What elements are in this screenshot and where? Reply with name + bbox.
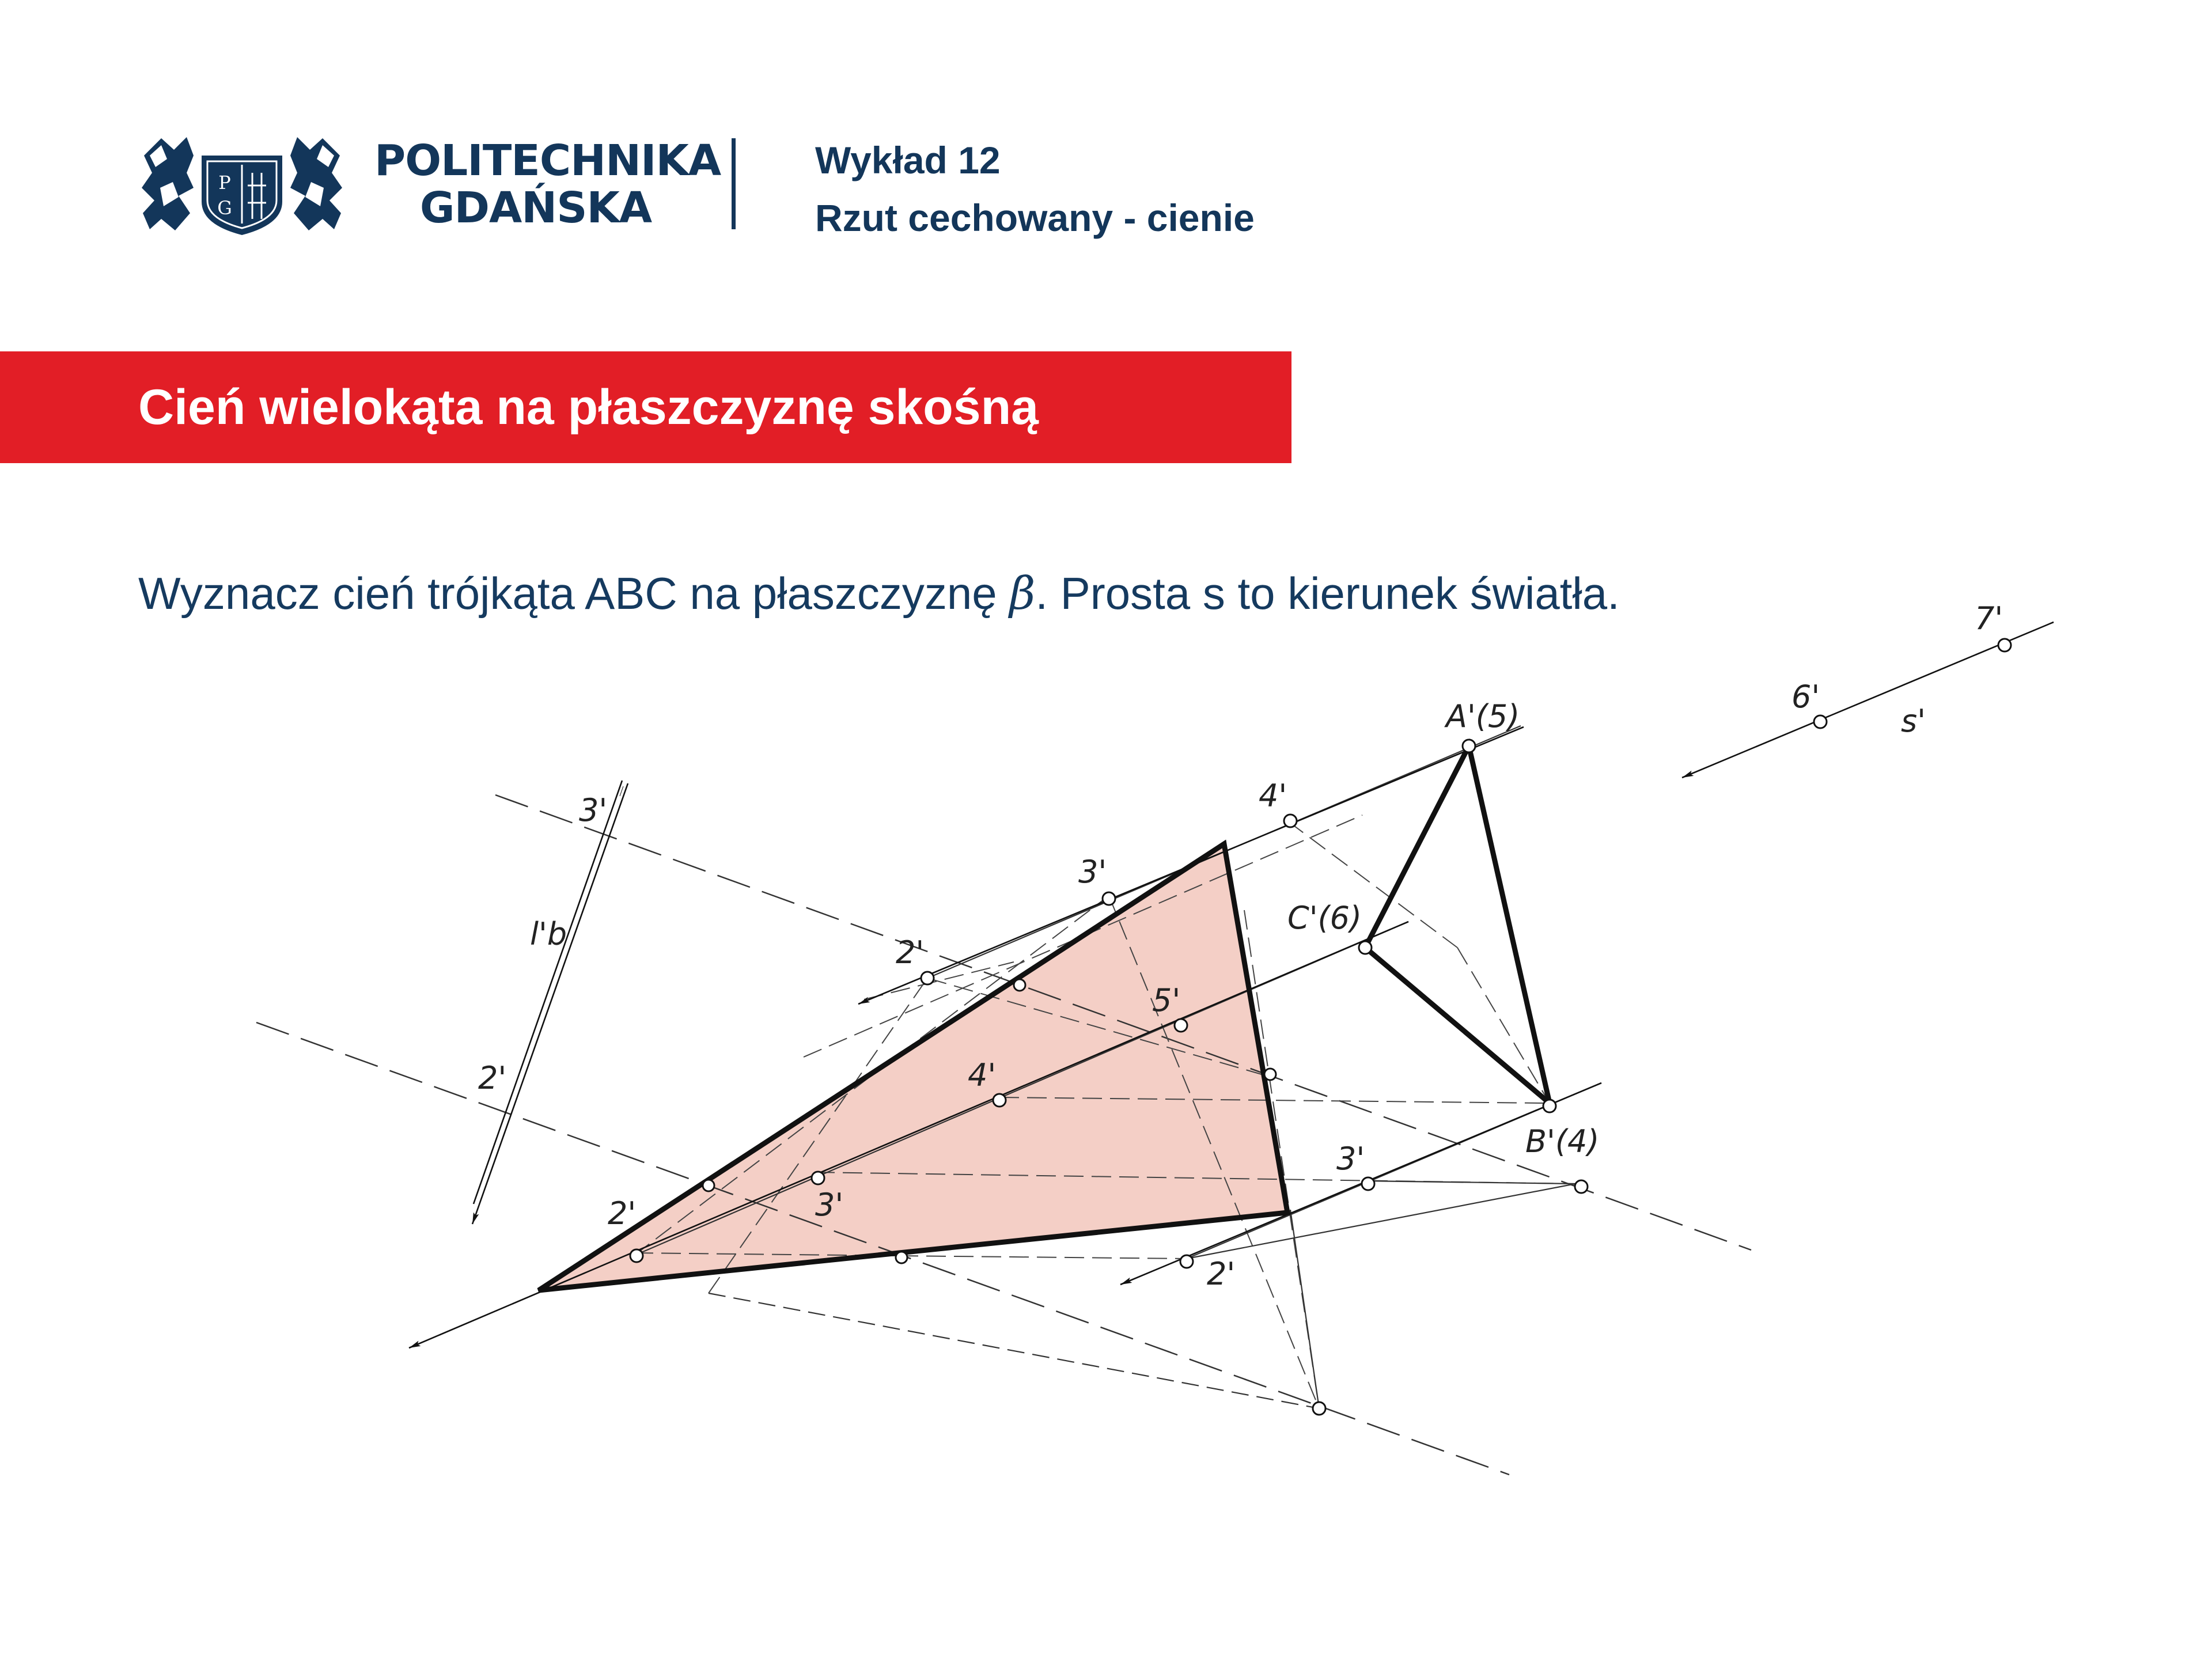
label-4-upper: 4' bbox=[1259, 778, 1287, 814]
task-text-start: Wyznacz cień trójkąta ABC na płaszczyznę bbox=[138, 568, 1010, 619]
construction-points bbox=[630, 639, 2011, 1415]
label-7: 7' bbox=[1975, 600, 2003, 637]
point-4-upper bbox=[1284, 815, 1297, 827]
task-text-end: . Prosta s to kierunek światła. bbox=[1035, 568, 1620, 619]
label-s: s' bbox=[1901, 703, 1926, 739]
label-6: 6' bbox=[1791, 679, 1820, 715]
label-b: B'(4) bbox=[1525, 1123, 1600, 1160]
point-bottom bbox=[1313, 1402, 1325, 1415]
label-2-mid: 2' bbox=[608, 1195, 637, 1232]
point-edge-1 bbox=[1014, 979, 1025, 991]
label-3-upper: 3' bbox=[1078, 854, 1107, 890]
point-4-mid bbox=[993, 1094, 1006, 1107]
label-5: 5' bbox=[1152, 982, 1181, 1018]
point-a bbox=[1463, 740, 1475, 752]
logo-letter-p: P bbox=[218, 172, 231, 194]
label-2-right: 2' bbox=[1207, 1256, 1236, 1292]
beta-symbol: β bbox=[1009, 568, 1036, 620]
triangle-abc bbox=[1365, 746, 1550, 1103]
point-5 bbox=[1175, 1019, 1187, 1032]
point-far-right bbox=[1575, 1180, 1588, 1193]
lecture-topic: Rzut cechowany - cienie bbox=[815, 196, 1255, 239]
point-edge-3 bbox=[703, 1180, 714, 1191]
label-a: A'(5) bbox=[1446, 698, 1520, 734]
point-edge-4 bbox=[896, 1252, 907, 1263]
label-2-upper: 2' bbox=[896, 934, 925, 971]
point-3-upper bbox=[1103, 892, 1115, 905]
label-3-mid: 3' bbox=[815, 1187, 844, 1223]
point-2-upper bbox=[921, 972, 934, 984]
point-6 bbox=[1814, 715, 1827, 728]
point-2-right bbox=[1180, 1255, 1193, 1268]
point-2-mid bbox=[630, 1249, 643, 1262]
slope-line-lb bbox=[472, 783, 628, 1224]
point-7 bbox=[1998, 639, 2011, 652]
label-lb: l'b bbox=[530, 916, 567, 952]
university-name-line2: GDAŃSKA bbox=[419, 183, 652, 233]
point-b bbox=[1543, 1100, 1556, 1112]
lecture-number: Wykład 12 bbox=[815, 139, 1001, 181]
point-c bbox=[1359, 941, 1372, 954]
slide-title: Cień wielokąta na płaszczyznę skośną bbox=[138, 380, 1039, 435]
point-3-right bbox=[1362, 1177, 1374, 1190]
label-4-mid: 4' bbox=[968, 1057, 997, 1093]
logo-letter-g: G bbox=[217, 197, 232, 219]
slope-line-lb-double bbox=[474, 781, 622, 1204]
university-name-line1: POLITECHNIKA bbox=[374, 136, 721, 185]
point-edge-2 bbox=[1264, 1069, 1276, 1080]
label-2-slope: 2' bbox=[478, 1060, 507, 1096]
label-c: C'(6) bbox=[1287, 900, 1362, 936]
label-3-slope: 3' bbox=[579, 792, 608, 828]
label-3-right: 3' bbox=[1336, 1141, 1365, 1177]
point-3-mid bbox=[812, 1172, 824, 1184]
